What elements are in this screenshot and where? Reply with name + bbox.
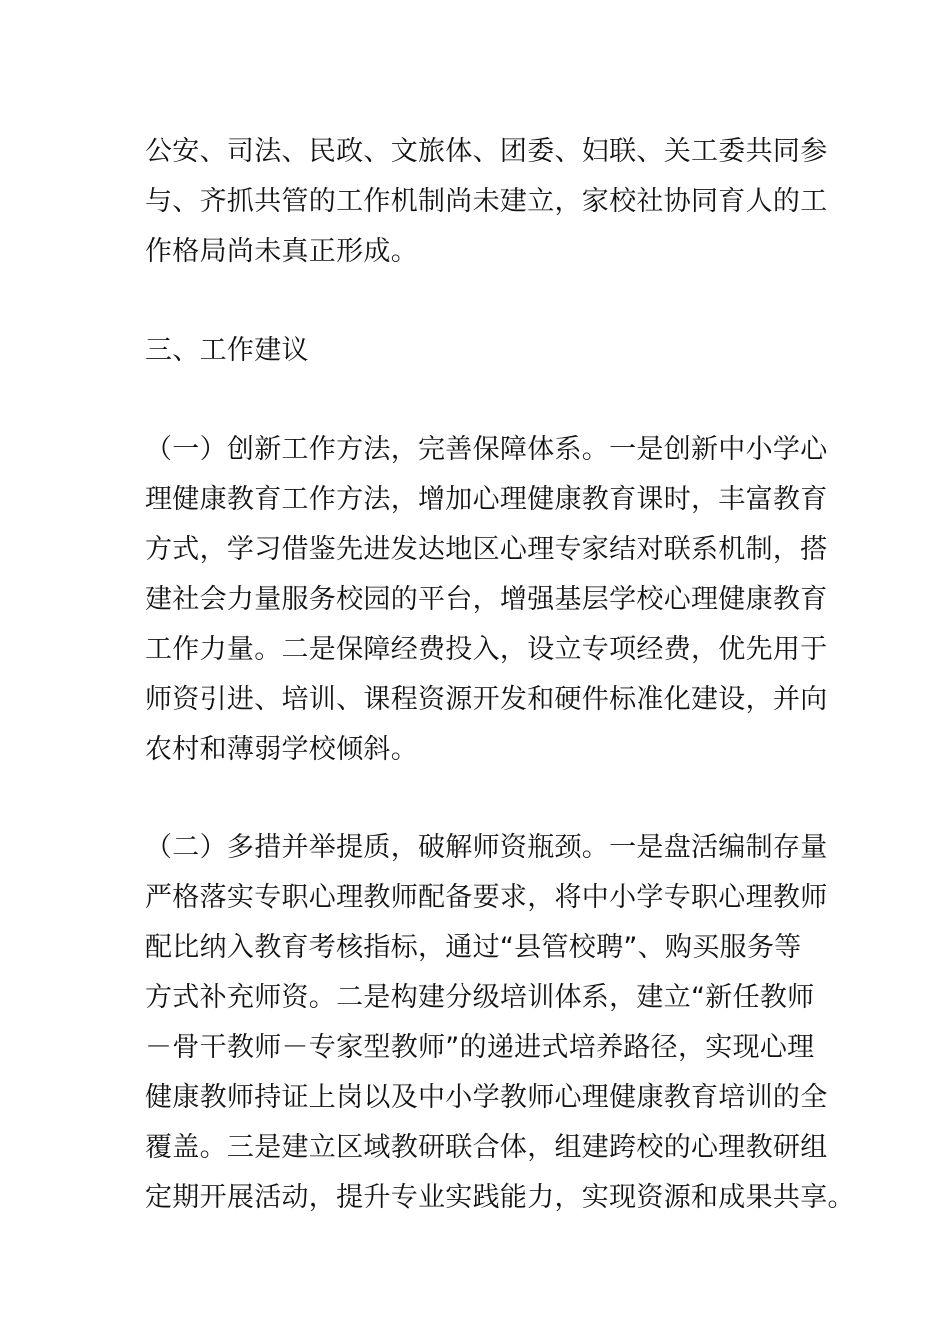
- paragraph-1-line: 师资引进、培训、课程资源开发和硬件标准化建设，并向: [145, 684, 828, 715]
- paragraph-2-line: 覆盖。三是建立区域教研联合体，组建跨校的心理教研组: [145, 1132, 828, 1163]
- section-heading: 三、工作建议: [145, 335, 309, 366]
- paragraph-1-line: （一）创新工作方法，完善保障体系。一是创新中小学心: [145, 434, 828, 465]
- paragraph-1-line: 理健康教育工作方法，增加心理健康教育课时，丰富教育: [145, 484, 828, 515]
- paragraph-intro-line: 与、齐抓共管的工作机制尚未建立，家校社协同育人的工: [145, 186, 828, 217]
- paragraph-2-line: 方式补充师资。二是构建分级培训体系，建立“新任教师: [145, 982, 815, 1013]
- paragraph-2-line: －骨干教师－专家型教师”的递进式培养路径，实现心理: [145, 1032, 815, 1063]
- paragraph-1-line: 方式，学习借鉴先进发达地区心理专家结对联系机制，搭: [145, 534, 828, 565]
- paragraph-2-line: 严格落实专职心理教师配备要求，将中小学专职心理教师: [145, 882, 828, 913]
- paragraph-intro-line: 公安、司法、民政、文旅体、团委、妇联、关工委共同参: [145, 136, 828, 167]
- paragraph-2-line: 配比纳入教育考核指标，通过“县管校聘”、购买服务等: [145, 932, 802, 963]
- paragraph-1-line: 建社会力量服务校园的平台，增强基层学校心理健康教育: [145, 584, 828, 615]
- paragraph-2-line: 定期开展活动，提升专业实践能力，实现资源和成果共享。: [145, 1182, 855, 1213]
- paragraph-1-line: 农村和薄弱学校倾斜。: [145, 734, 418, 765]
- paragraph-2-line: （二）多措并举提质，破解师资瓶颈。一是盘活编制存量: [145, 832, 828, 863]
- paragraph-2-line: 健康教师持证上岗以及中小学教师心理健康教育培训的全: [145, 1082, 828, 1113]
- paragraph-intro-line: 作格局尚未真正形成。: [145, 236, 418, 267]
- paragraph-1-line: 工作力量。二是保障经费投入，设立专项经费，优先用于: [145, 634, 828, 665]
